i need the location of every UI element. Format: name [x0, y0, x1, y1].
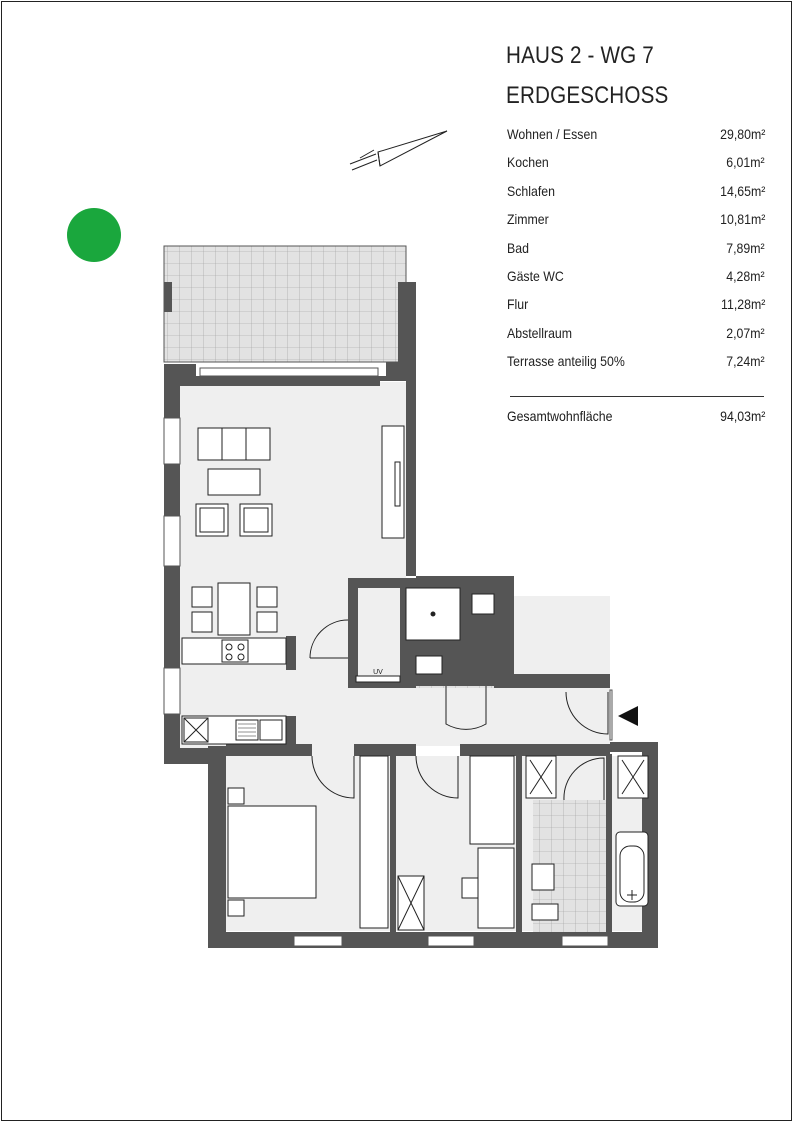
total-area: 94,03m² — [719, 408, 765, 424]
room-area: 7,24m² — [726, 353, 765, 370]
title-floor: ERDGESCHOSS — [506, 82, 669, 109]
storage-label: UV — [373, 669, 383, 676]
room-label: Zimmer — [507, 211, 549, 228]
room-label: Wohnen / Essen — [507, 126, 598, 142]
room-area: 14,65m² — [719, 182, 765, 199]
room-label: Flur — [507, 296, 529, 313]
title-house-unit: HAUS 2 - WG 7 — [506, 42, 654, 69]
room-area: 6,01m² — [726, 154, 765, 171]
room-label: Kochen — [507, 154, 549, 171]
room-area: 29,80m² — [719, 126, 765, 142]
terrace — [164, 246, 406, 362]
room-label: Terrasse anteilig 50% — [507, 353, 625, 370]
room-label: Gäste WC — [507, 267, 564, 284]
north-arrow-icon — [350, 131, 447, 170]
terrace-post — [164, 282, 172, 312]
room-area: 4,28m² — [726, 267, 765, 284]
entrance-arrow-icon — [618, 706, 638, 726]
room-area: 10,81m² — [719, 211, 765, 228]
room-label: Abstellraum — [507, 324, 573, 341]
room-area: 2,07m² — [726, 324, 765, 341]
room-area: 7,89m² — [726, 239, 765, 256]
total-label: Gesamtwohnfläche — [507, 408, 613, 424]
room-label: Bad — [507, 239, 529, 256]
room-label: Schlafen — [507, 182, 555, 199]
room-area: 11,28m² — [720, 296, 765, 313]
